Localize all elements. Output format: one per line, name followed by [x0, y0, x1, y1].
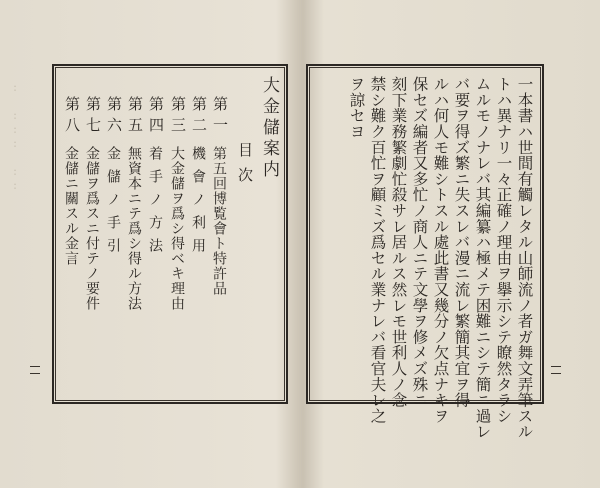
toc-entry-5-title: 無資本ニテ爲シ得ル方法: [126, 146, 142, 311]
right-page: [300, 0, 600, 488]
toc-entry-8-title: 金儲ニ關スル金言: [63, 146, 79, 266]
toc-entry-1-title: 第五回博覧會ト特許品: [211, 146, 227, 296]
toc-entry-2-title: 機會ノ利用: [190, 146, 206, 261]
preface-column: 刻下業務繁劇忙殺サレ居ルス然レモ世利人ノ念: [389, 76, 408, 408]
toc-entry-6-title: 金儲ノ手引: [105, 146, 121, 261]
toc-title: 大金儲案内: [259, 76, 279, 181]
preface-column: トハ異ナリ一々正確ノ理由ヲ擧示シテ瞭然タラシ: [494, 76, 513, 424]
preface-column: 保セズ編者又多忙ノ商人ニテ文學ヲ修メズ殊ニ: [410, 76, 429, 408]
preface-column: 一本書ハ世間有觸レタル山師流ノ者ガ舞文弄筆スル: [515, 76, 534, 440]
toc-entry-7-number: 第七: [84, 96, 102, 138]
preface-column: バ要ヲ得ズ繁ニ失スレバ漫ニ流レ繁簡其宜ヲ得: [452, 76, 471, 408]
toc-entry-3-number: 第三: [169, 96, 187, 138]
toc-entry-2-number: 第二: [190, 96, 208, 138]
toc-entry-3-title: 大金儲ヲ爲シ得ベキ理由: [169, 146, 185, 311]
toc-entry-7-title: 金儲ヲ爲スニ付テノ要件: [84, 146, 100, 311]
preface-column: ムルモノナレバ其編纂ハ極メテ困難ニシテ簡ニ過レ: [473, 76, 492, 440]
toc-entry-6-number: 第六: [105, 96, 123, 138]
preface-column: 禁シ難ク百忙ヲ顧ミズ爲セル業ナレバ看官夫レ之: [368, 76, 387, 424]
page-folio-mark: [551, 366, 561, 374]
bleed-through-text: : ::: ::: [8, 80, 22, 192]
toc-entry-5-number: 第五: [126, 96, 144, 138]
toc-heading: 目次: [236, 142, 254, 192]
toc-entry-4-number: 第四: [147, 96, 165, 138]
toc-entry-1-number: 第一: [211, 96, 229, 138]
page-folio-mark: [30, 366, 40, 374]
toc-entry-8-number: 第八: [63, 96, 81, 138]
preface-column: ルハ何人モ難シトスル處此書又幾分ノ欠点ナキヲ: [431, 76, 450, 424]
preface-column: ヲ諒セヨ: [347, 76, 366, 140]
toc-entry-4-title: 着手ノ方法: [147, 146, 163, 261]
